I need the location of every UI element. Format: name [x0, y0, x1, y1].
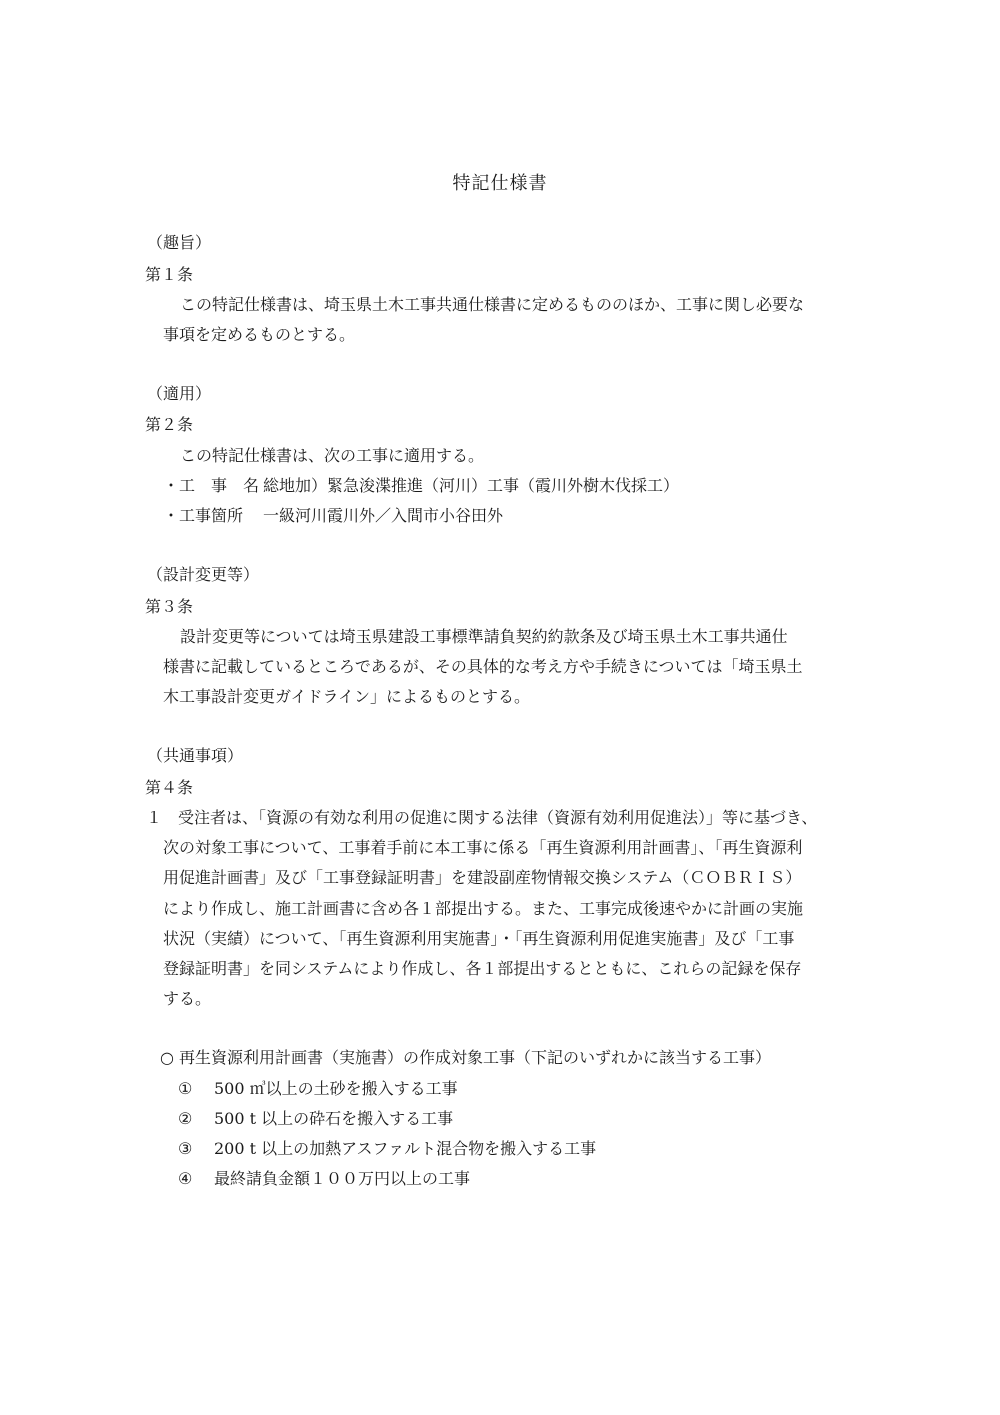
article-1-label: 第１条 [145, 265, 194, 284]
target-text: 500 t 以上の砕石を搬入する工事 [214, 1109, 454, 1128]
construction-name-row [163, 476, 679, 496]
construction-place-value: 一級河川霞川外／入間市小谷田外 [263, 506, 504, 525]
target-item [178, 1109, 453, 1129]
article-4-line-5: 状況（実績）について、「再生資源利用実施書」・「再生資源利用促進実施書」及び「工事 [163, 929, 795, 948]
construction-name-value: 総地加）緊急浚渫推進（河川）工事（霞川外樹木伐採工） [263, 476, 680, 495]
construction-name-label: ・工 事 名 [163, 476, 260, 495]
article-4-line-7: する。 [163, 989, 212, 1008]
target-item [178, 1139, 596, 1159]
item-number: １ [146, 808, 163, 827]
article-2-label: 第２条 [145, 415, 194, 434]
article-2-heading: （適用） [147, 384, 212, 403]
document-title: 特記仕様書 [452, 173, 548, 194]
construction-place-row [163, 506, 503, 526]
article-4-item-1-line-1 [146, 808, 817, 828]
article-4-heading: （共通事項） [147, 746, 244, 765]
article-1-line-1: この特記仕様書は、埼玉県土木工事共通仕様書に定めるもののほか、工事に関し必要な [180, 295, 805, 314]
article-4-label: 第４条 [145, 778, 194, 797]
target-text: 500 ㎥以上の土砂を搬入する工事 [214, 1079, 458, 1098]
article-4-line-4: により作成し、施工計画書に含め各１部提出する。また、工事完成後速やかに計画の実施 [163, 899, 804, 918]
article-1-heading: （趣旨） [147, 233, 212, 252]
target-mark: ① [178, 1079, 193, 1098]
article-4-text: 受注者は、「資源の有効な利用の促進に関する法律（資源有効利用促進法）」等に基づき、 [178, 808, 818, 827]
construction-place-label: ・工事箇所 [163, 506, 244, 525]
target-text: 最終請負金額１００万円以上の工事 [214, 1169, 471, 1188]
target-item [178, 1079, 458, 1099]
target-mark: ③ [178, 1139, 193, 1158]
article-3-label: 第３条 [145, 597, 194, 616]
article-4-line-6: 登録証明書」を同システムにより作成し、各１部提出するとともに、これらの記録を保存 [163, 959, 802, 978]
target-mark: ② [178, 1109, 193, 1128]
article-2-intro: この特記仕様書は、次の工事に適用する。 [180, 446, 485, 465]
article-3-line-3: 木工事設計変更ガイドライン」によるものとする。 [163, 687, 531, 706]
article-3-heading: （設計変更等） [147, 565, 260, 584]
article-4-line-3: 用促進計画書」及び「工事登録証明書」を建設副産物情報交換システム（ＣＯＢＲＩＳ） [163, 868, 802, 887]
article-3-line-2: 様書に記載しているところであるが、その具体的な考え方や手続きについては「埼玉県土 [163, 657, 803, 676]
target-text: 200 t 以上の加熱アスファルト混合物を搬入する工事 [214, 1139, 597, 1158]
article-1-line-2: 事項を定めるものとする。 [163, 325, 356, 344]
article-4-line-2: 次の対象工事について、工事着手前に本工事に係る「再生資源利用計画書」、「再生資源利 [163, 838, 803, 857]
target-item [178, 1169, 470, 1189]
target-works-heading: ○ 再生資源利用計画書（実施書）の作成対象工事（下記のいずれかに該当する工事） [160, 1048, 772, 1067]
article-3-line-1: 設計変更等については埼玉県建設工事標準請負契約約款条及び埼玉県土木工事共通仕 [180, 627, 788, 646]
target-mark: ④ [178, 1169, 193, 1188]
